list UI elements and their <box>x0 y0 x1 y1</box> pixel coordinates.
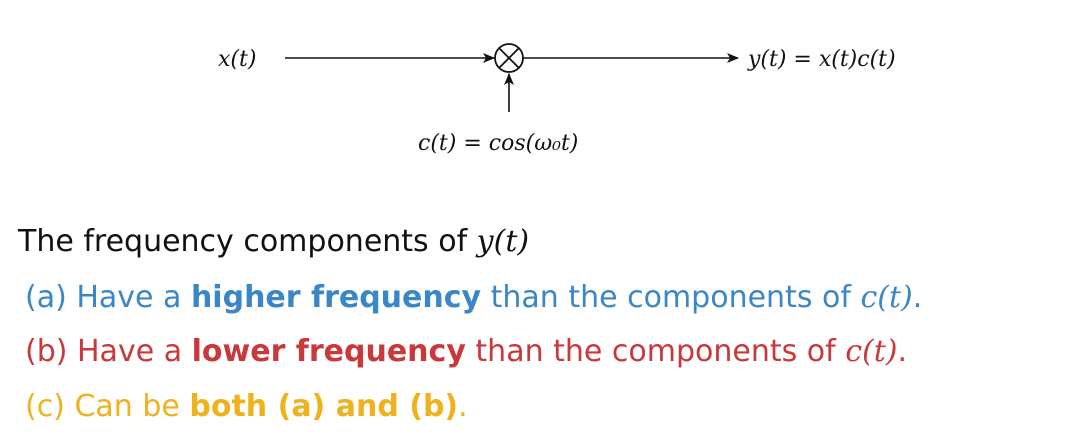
option-end: . <box>897 334 908 369</box>
question-prompt <box>18 224 529 260</box>
option-post: than the components of <box>465 334 846 369</box>
option-pre: Have a <box>76 280 191 315</box>
option-math: c(t) <box>845 334 898 369</box>
option-letter: (a) <box>25 280 67 315</box>
input-signal-label: x(t) <box>218 47 257 72</box>
option-math: c(t) <box>860 280 913 315</box>
option-pre: Can be <box>74 389 190 424</box>
option-pre: Have a <box>77 334 192 369</box>
option-bold: both (a) and (b) <box>189 389 459 424</box>
option-post: than the components of <box>481 280 861 315</box>
option-end: . <box>912 280 923 315</box>
option-bold: lower frequency <box>191 334 466 369</box>
option-end: . <box>458 389 468 424</box>
option-letter: (c) <box>25 389 65 424</box>
option-letter: (b) <box>25 334 68 369</box>
carrier-signal-label: c(t) = cos(ω₀t) <box>418 131 579 156</box>
output-signal-label: y(t) = x(t)c(t) <box>748 47 896 72</box>
option-bold: higher frequency <box>190 280 482 315</box>
option-b[interactable] <box>25 334 907 370</box>
question-prompt-math: y(t) <box>476 224 530 259</box>
option-a[interactable] <box>25 280 922 316</box>
option-c[interactable] <box>25 389 468 425</box>
block-diagram <box>0 0 1078 200</box>
question-prompt-text: The frequency components of <box>18 224 477 259</box>
multiplier-icon <box>495 44 523 72</box>
